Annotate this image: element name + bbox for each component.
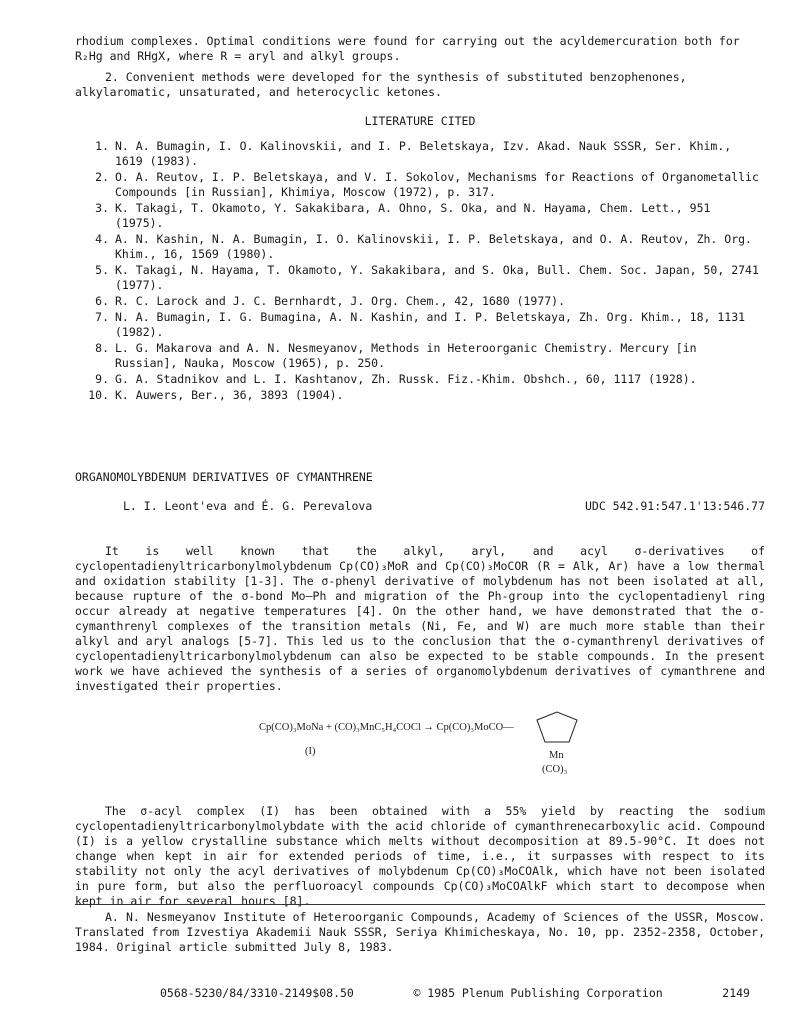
compound-label: (I): [305, 746, 316, 757]
reference-list: [75, 139, 765, 403]
reference-text: K. Auwers, Ber., 36, 3893 (1904).: [115, 388, 344, 402]
reaction-scheme: [75, 710, 765, 790]
article-title: ORGANOMOLYBDENUM DERIVATIVES OF CYMANTHRENE: [75, 470, 373, 484]
body-paragraph-1: It is well known that the alkyl, aryl, and acyl σ-derivatives of cyclopentadienyltricarbonylmolybdenum Cp(CO)₃MoR and Cp(CO)₃MoCOR (R = Alk, Ar) have a low thermal and oxidation stability [1-3]. The σ-phenyl derivative of molybdenum has not been isolated at all, because rupture of the σ-bond Mo—Ph and migration of the Ph-group into the cyclopentadienyl ring occur already at negative temperatures [4]. On the other hand, we have demonstrated that the σ-cymanthrenyl complexes of the transition metals (Ni, Fe, and W) are much more stable than their alkyl and aryl analogs [5-7]. This led us to the conclusion that the σ-cymanthrenyl derivatives of cyclopentadienyltricarbonylmolybdenum can also be expected to be stable compounds. In the present work we have achieved the synthesis of a series of organomolybdenum derivatives of cymanthrene and investigated their properties.: [75, 544, 765, 693]
article-authors: L. I. Leont'eva and É. G. Perevalova: [123, 499, 373, 513]
scheme-metal: Mn: [549, 750, 564, 761]
reference-item: [75, 139, 765, 169]
reference-item: [75, 372, 765, 387]
body-paragraph-2: The σ-acyl complex (I) has been obtained with a 55% yield by reacting the sodium cyclopentadienyltricarbonylmolybdate with the acid chloride of cymanthrenecarboxylic acid. Compound (I) is a yellow crystalline substance which melts without decomposition at 89.5-90°C. It does not change when kept in air for extended periods of time, i.e., it surpasses with respect to its stability not only the acyl derivatives of molybdenum Cp(CO)₃MoCOAlk, which have not been isolated in pure form, but also the perfluoroacyl compounds Cp(CO)₃MoCOAlkF which start to decompose when kept in air for several hours [8].: [75, 804, 765, 908]
conclusion-paragraph-2: 2. Convenient methods were developed for the synthesis of substituted benzophenones, alkylaromatic, unsaturated, and heterocyclic ketones.: [75, 70, 687, 99]
copyright: © 1985 Plenum Publishing Corporation: [413, 986, 663, 1000]
reference-number: 1.: [95, 139, 109, 153]
reference-number: 10.: [88, 388, 109, 402]
udc-code: UDC 542.91:547.1'13:546.77: [584, 499, 765, 513]
reference-item: [75, 170, 765, 200]
reference-text: R. C. Larock and J. C. Bernhardt, J. Org. Chem., 42, 1680 (1977).: [115, 294, 566, 308]
affiliation-footnote: A. N. Nesmeyanov Institute of Heteroorganic Compounds, Academy of Sciences of the USSR, Moscow. Translated from Izvestiya Akademii Nauk SSSR, Seriya Khimicheskaya, No. 10, pp. 2352-2358, October, 1984. Original article submitted July 8, 1983.: [75, 910, 765, 954]
reference-text: N. A. Bumagin, I. G. Bumagina, A. N. Kashin, and I. P. Beletskaya, Zh. Org. Khim., 18, 1131 (1982).: [115, 310, 746, 339]
reference-text: A. N. Kashin, N. A. Bumagin, I. O. Kalinovskii, I. P. Beletskaya, and O. A. Reutov, Zh. Org. Khim., 16, 1569 (1980).: [115, 232, 752, 261]
reference-number: 4.: [95, 232, 109, 246]
reference-text: L. G. Makarova and A. N. Nesmeyanov, Methods in Heteroorganic Chemistry. Mercury [in Russian], Nauka, Moscow (1965), p. 250.: [115, 341, 697, 370]
article: [75, 470, 765, 909]
reference-item: [75, 263, 765, 293]
reference-item: [75, 388, 765, 403]
previous-article-tail: [75, 34, 765, 404]
reference-item: [75, 201, 765, 231]
scheme-ligand: (CO)₃: [542, 764, 568, 775]
reference-text: G. A. Stadnikov and L. I. Kashtanov, Zh. Russk. Fiz.-Khim. Obshch., 60, 1117 (1928).: [115, 372, 697, 386]
reference-text: K. Takagi, T. Okamoto, Y. Sakakibara, A. Ohno, S. Oka, and N. Hayama, Chem. Lett., 951 (1975).: [115, 201, 711, 230]
footnote-rule: [75, 904, 765, 905]
reference-item: [75, 232, 765, 262]
reference-number: 6.: [95, 294, 109, 308]
reference-text: O. A. Reutov, I. P. Beletskaya, and V. I. Sokolov, Mechanisms for Reactions of Organometallic Compounds [in Russian], Khimiya, Moscow (1972), p. 317.: [115, 170, 759, 199]
conclusion-paragraph-1: rhodium complexes. Optimal conditions were found for carrying out the acyldemercuration both for R₂Hg and RHgX, where R = aryl and alkyl groups.: [75, 34, 740, 63]
reference-item: [75, 310, 765, 340]
reference-item: [75, 294, 765, 309]
reference-number: 7.: [95, 310, 109, 324]
page-footer: [160, 986, 750, 1001]
reference-number: 5.: [95, 263, 109, 277]
article-code: 0568-5230/84/3310-2149$08.50: [160, 986, 354, 1000]
page-number: 2149: [722, 986, 750, 1000]
reference-item: [75, 341, 765, 371]
reference-text: N. A. Bumagin, I. O. Kalinovskii, and I. P. Beletskaya, Izv. Akad. Nauk SSSR, Ser. Khim., 1619 (1983).: [115, 139, 732, 168]
reference-number: 3.: [95, 201, 109, 215]
literature-heading: LITERATURE CITED: [364, 114, 476, 128]
reference-number: 9.: [95, 372, 109, 386]
reference-number: 2.: [95, 170, 109, 184]
byline: [75, 499, 765, 514]
reference-number: 8.: [95, 341, 109, 355]
scheme-equation: Cp(CO)₃MoNa + (CO)₃MnC₅H₄COCl → Cp(CO)₃MoCO—: [259, 722, 514, 733]
reference-text: K. Takagi, N. Hayama, T. Okamoto, Y. Sakakibara, and S. Oka, Bull. Chem. Soc. Japan, 50, 2741 (1977).: [115, 263, 759, 292]
